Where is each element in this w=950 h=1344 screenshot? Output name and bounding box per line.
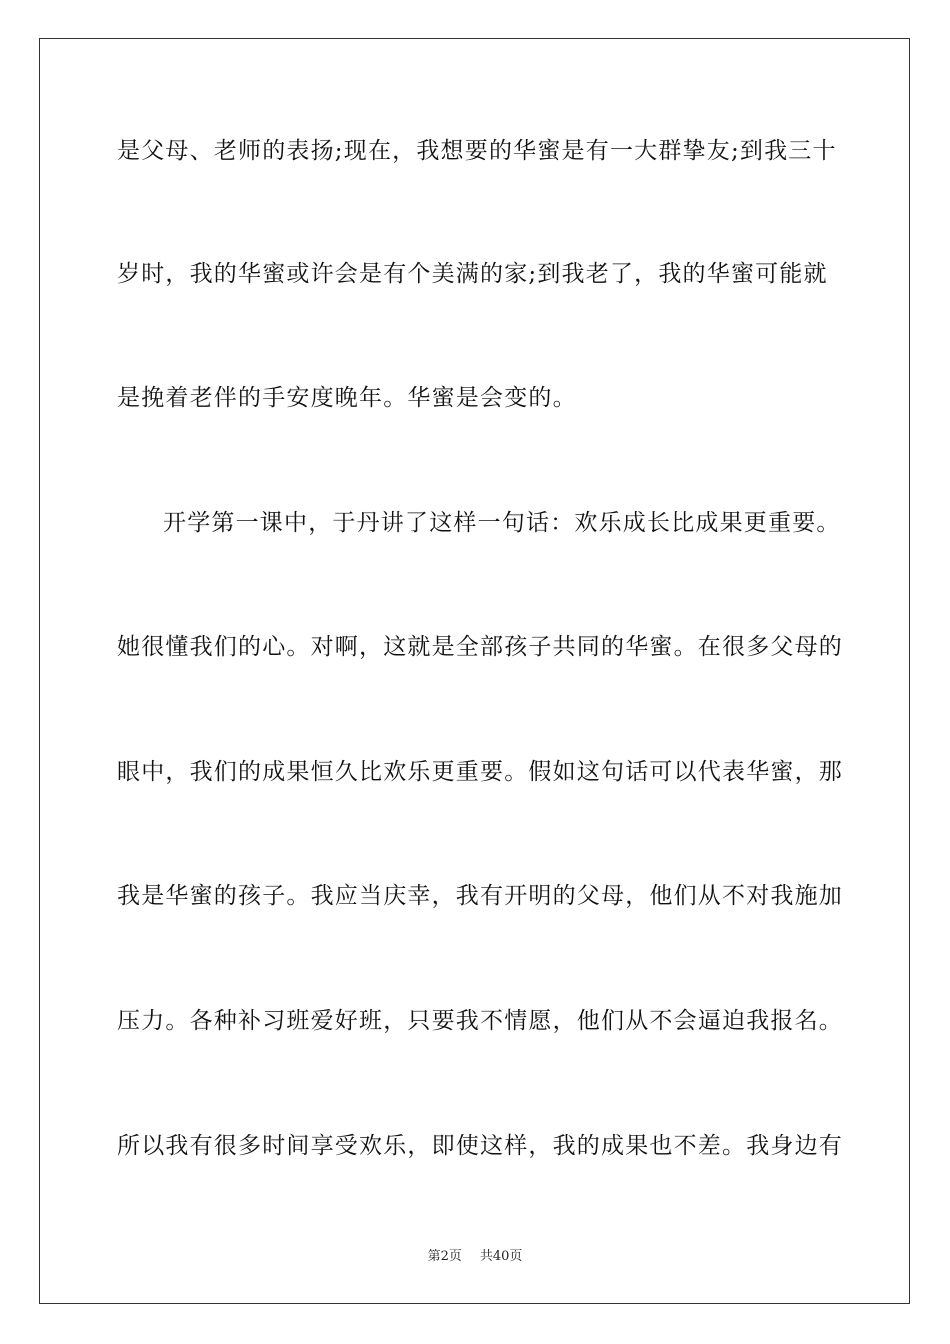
text-line: 压力。各种补习班爱好班，只要我不情愿，他们从不会逼迫我报名。 xyxy=(117,1008,843,1034)
text-line: 所以我有很多时间享受欢乐，即使这样，我的成果也不差。我身边有 xyxy=(117,1133,843,1159)
page-footer xyxy=(0,1248,950,1266)
page-number: 第2页 xyxy=(427,1249,462,1264)
text-line: 眼中，我们的成果恒久比欢乐更重要。假如这句话可以代表华蜜，那 xyxy=(117,759,843,785)
page-total: 共40页 xyxy=(479,1249,523,1264)
text-line: 我是华蜜的孩子。我应当庆幸，我有开明的父母，他们从不对我施加 xyxy=(117,883,843,909)
page-border xyxy=(39,38,910,1304)
text-line: 她很懂我们的心。对啊，这就是全部孩子共同的华蜜。在很多父母的 xyxy=(117,634,843,660)
paragraph-first-line: 开学第一课中，于丹讲了这样一句话：欢乐成长比成果更重要。 xyxy=(163,510,841,536)
text-line: 岁时，我的华蜜或许会是有个美满的家;到我老了，我的华蜜可能就 xyxy=(117,261,828,287)
text-line: 是父母、老师的表扬;现在，我想要的华蜜是有一大群挚友;到我三十 xyxy=(117,138,837,164)
text-line: 是挽着老伴的手安度晚年。华蜜是会变的。 xyxy=(117,385,577,411)
